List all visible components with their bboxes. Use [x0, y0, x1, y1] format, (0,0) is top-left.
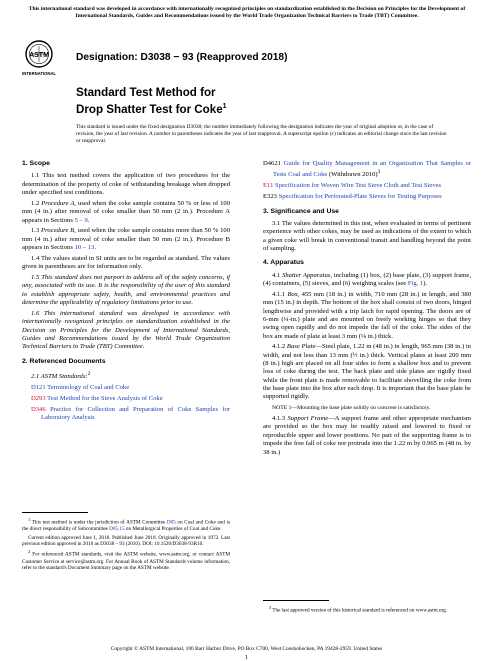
copyright-footer: Copyright © ASTM International, 100 Barr Harbor Drive, PO Box C700, West Conshohocken, PA 19428-2959. United States	[110, 646, 383, 652]
designation: Designation: D3038 − 93 (Reapproved 2018)	[76, 52, 288, 63]
ref-e323[interactable]: E323 Specification for Perforated-Plate Sieves for Testing Purposes	[263, 193, 442, 201]
footnote-2: $^2$ For referenced ASTM standards, visit the ASTM website, www.astm.org, or contact ASTM Customer Service at service@astm.org. For Annual Book of ASTM Standards volume information, refer to the standard's Document Summary page on the ASTM website.	[22, 549, 230, 571]
issuance-note: This standard is issued under the fixed designation D3038; the number immediately following the designation indicates the year of original adoption or, in the case of revision, the year of last revision. A number in parentheses indicates the year of last reapproval. A superscript epsilon (ε) indicates an editorial change since the last revision or reapproval.	[76, 124, 447, 144]
footnote-1: $^1$ This test method is under the jurisdiction of ASTM Committee D05 on Coal and Coke and is the direct responsibility of Subcommittee D05.15 on Metallurgical Properties of Coal and Coke.	[22, 517, 230, 533]
para-4-1: 4.1 Shatter Apparatus, including (1) box, (2) base plate, (3) support frame, (4) containers, (5) sieves, and (6) weighing scales (see Fig. 1).	[263, 271, 471, 287]
note-1: NOTE 1—Mounting the base plate solidly on concrete is satisfactory.	[272, 405, 431, 412]
fig-1-link[interactable]: Fig. 1	[407, 279, 424, 287]
ref-e11[interactable]: E11 Specification for Woven Wire Test Sieve Cloth and Test Sieves	[263, 182, 442, 190]
para-1-4: 1.4 The values stated in SI units are to be regarded as standard. The values given in parentheses are for information only.	[22, 254, 230, 271]
title-line-1: Standard Test Method for	[76, 86, 216, 99]
logo-caption: INTERNATIONAL	[22, 71, 56, 76]
footnote-rule-right	[263, 600, 329, 601]
sections-5-9-link[interactable]: 5 – 9	[74, 216, 88, 224]
astm-logo	[22, 38, 56, 78]
left-column	[22, 160, 230, 425]
ref-d346[interactable]: D346 Practice for Collection and Preparation of Coke Samples for Laboratory Analysis	[31, 405, 230, 422]
para-1-3: 1.3 Procedure B, used when the coke sample contains more than 50 % 100 mm (4 in.) after removal of coke smaller than 50 mm (2 in.). Procedure B appears in Sections 10 – 13.	[22, 227, 230, 252]
footnote-1-edition: Current edition approved June 1, 2018. Published June 2018. Originally approved in 1972. Last previous edition approved in 2010 as D3038 – 93 (2010). DOI: 10.1520/D3038-93R10.	[22, 534, 230, 547]
subcommittee-d0515-link[interactable]: D05.15	[109, 526, 125, 533]
section-4-heading: 4. Apparatus	[263, 259, 304, 267]
ref-d4621[interactable]: D4621 Guide for Quality Management in an Organization That Samples or Tests Coal and Coke (Withdrawn 2010)$^3$	[263, 160, 471, 179]
para-3-1: 3.1 The values determined in this test, when evaluated in terms of pertinent experience with other cokes, may be used as indications of the extent to which a given coke will break in conventional transit and handling beyond the point of sampling.	[263, 219, 471, 252]
para-1-5: 1.5 This standard does not purport to address all of the safety concerns, if any, associated with its use. It is the responsibility of the user of this standard to establish appropriate safety, health, and environmental practices and determine the applicability of regulatory limitations prior to use.	[22, 274, 230, 307]
right-footnotes	[263, 600, 471, 616]
ref-d121[interactable]: D121 Terminology of Coal and Coke	[31, 384, 130, 392]
para-4-1-1: 4.1.1 Box, 455 mm (18 in.) in width, 710 mm (28 in.) in length, and 380 mm (15 in.) in depth. The bottom of the box shall consist of two doors, hinged lengthwise and provided with a trip latch for rapid opening. The doors are of 6-mm (¼-in.) plate and are mounted on freely working hinges so that they swing open rapidly and do not impede the fall of the coke. The sides of the box are made of plate at least 3 mm (⅛ in.) thick.	[263, 290, 471, 340]
para-1-6: 1.6 This international standard was developed in accordance with internationally recognized principles on standardization established in the Decision on Principles for the Development of International Standards, Guides and Recommendations issued by the World Trade Organization Technical Barriers to Trade (TBT) Committee.	[22, 310, 230, 351]
document-title	[76, 86, 227, 117]
astm-standards-subheading: 2.1 ASTM Standards:$^2$	[31, 371, 91, 381]
committee-d05-link[interactable]: D05	[166, 519, 176, 526]
para-1-2: 1.2 Procedure A, used when the coke sample contains 50 % or less of 100 mm (4 in.) after removal of coke smaller than 50 mm (2 in.). Procedure A appears in Sections 5 – 9.	[22, 199, 231, 224]
section-2-heading: 2. Referenced Documents	[22, 357, 106, 365]
title-line-2: Drop Shatter Test for Coke$^1$	[76, 102, 227, 116]
section-1-heading: 1. Scope	[22, 160, 50, 167]
right-column	[263, 160, 471, 459]
svg-text:ASTM: ASTM	[29, 52, 49, 59]
para-4-1-3: 4.1.3 Support Frame—A support frame and other appropriate mechanism are provided so the box may be readily raised and lowered to fixed or reproducible upper and lower positions. No part of the supporting frame is to impede the free fall of coke nor protrude into the 1.22 m by 0.965 m (48 in. by 38 in.)	[263, 415, 471, 456]
sections-10-13-link[interactable]: 10 – 13	[74, 244, 95, 252]
top-notice: This international standard was developed in accordance with internationally recognized principles on standardization established in the Decision on Principles for the Development of International Standards, Guides and Recommendations issued by the World Trade Organization Technical Barriers to Trade (TBT) Committee.	[28, 6, 466, 19]
footnote-3: $^3$ The last approved version of this historical standard is referenced on www.astm.org.	[269, 605, 448, 614]
left-footnotes	[22, 512, 230, 573]
para-4-1-2: 4.1.2 Base Plate—Steel plate, 1.22 m (48 in.) in length, 965 mm (38 in.) in width, and not less than 13 mm (½ in.) thick. Vertical plates at least 200 mm (8 in.) high are placed on all four sides to form a shallow box and to prevent loss of coke during the test. The back plate and side plates are rigidly fixed while the front plate is made removable to facilitate shovelling the coke from the base plate into the box after each drop. It is important that the base plate be supported rigidly.	[263, 343, 471, 401]
page-number: 1	[244, 654, 249, 661]
footnote-rule	[22, 512, 88, 513]
ref-d293[interactable]: D293 Test Method for the Sieve Analysis of Coke	[31, 394, 163, 402]
section-3-heading: 3. Significance and Use	[263, 207, 339, 215]
para-1-1: 1.1 This test method covers the application of two procedures for the determination of the property of coke of withstanding breakage when dropped under specified test conditions.	[22, 172, 230, 197]
